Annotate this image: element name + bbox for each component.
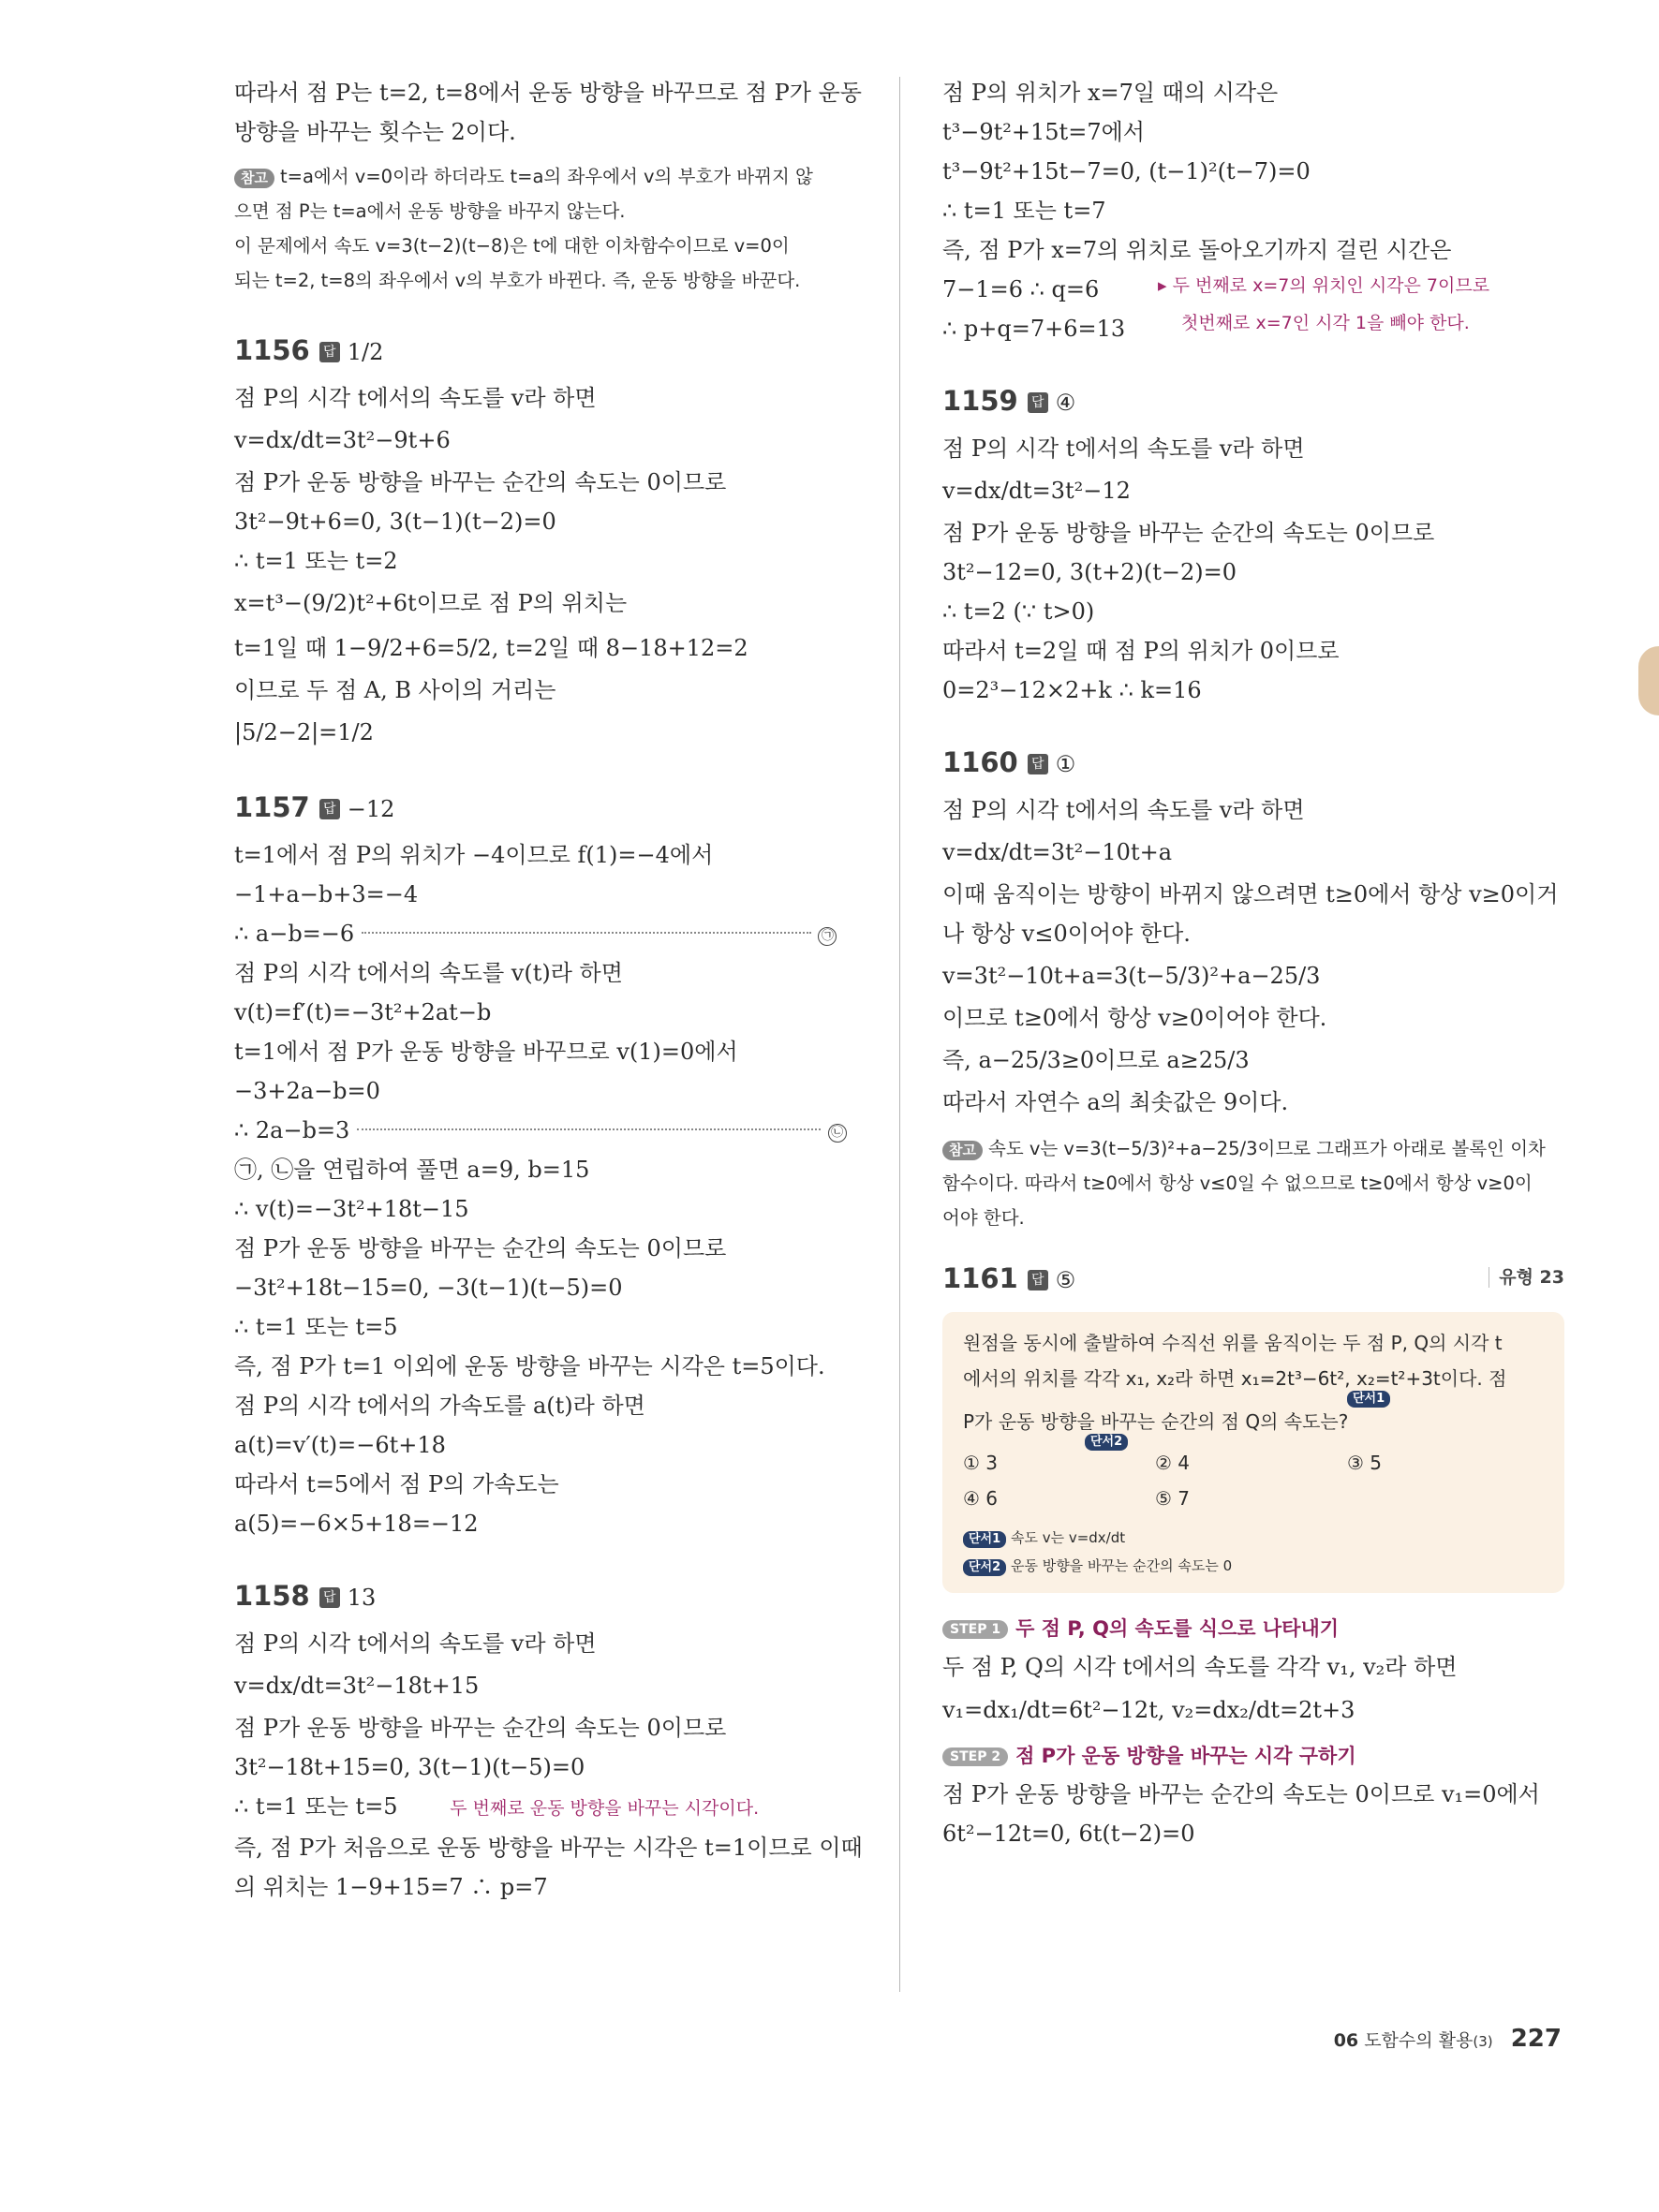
solution-line-marked: ∴ a−b=−6 ㉠	[234, 914, 857, 953]
problem-heading-1157: 1157 답 −12	[234, 791, 395, 823]
solution-line: ㉠, ㉡을 연립하여 풀면 a=9, b=15	[234, 1157, 590, 1183]
options-row	[963, 1445, 1544, 1481]
solution-line: 즉, 점 P가 x=7의 위치로 돌아오기까지 걸린 시간은	[942, 237, 1452, 263]
solution-line: −1+a−b+3=−4	[234, 881, 419, 907]
clue-row	[963, 1435, 1544, 1449]
hint-line: 단서1 속도 v는 v=dx/dt	[963, 1524, 1544, 1552]
note-line: 으면 점 P는 t=a에서 운동 방향을 바꾸지 않는다.	[234, 200, 626, 222]
side-annotation: 첫번째로 x=7인 시각 1을 빼야 한다.	[1181, 313, 1470, 333]
solution-line-marked: ∴ 2a−b=3 ㉡	[234, 1111, 857, 1150]
problem-heading-1159: 1159 답 ④	[942, 385, 1076, 417]
solution-line: ∴ t=2 (∵ t>0)	[942, 598, 1095, 625]
solution-line: 이므로 t≥0에서 항상 v≥0이어야 한다.	[942, 1005, 1327, 1031]
solution-line: 이므로 두 점 A, B 사이의 거리는	[234, 677, 556, 703]
answer-value: 1/2	[347, 339, 384, 365]
problem-type-tag: 유형 23	[1489, 1267, 1564, 1288]
intro-line: 방향을 바꾸는 횟수는 2이다.	[234, 119, 516, 145]
solution-line: 6t²−12t=0, 6t(t−2)=0	[942, 1821, 1195, 1847]
solution-line: 점 P의 위치가 x=7일 때의 시각은	[942, 80, 1279, 106]
question-line: P가 운동 방향을 바꾸는 순간의 점 Q의 속도는?	[963, 1410, 1349, 1433]
solution-line: 점 P가 운동 방향을 바꾸는 순간의 속도는 0이므로 v₁=0에서	[942, 1781, 1540, 1807]
solution-line: 점 P의 시각 t에서의 속도를 v라 하면	[234, 1630, 597, 1657]
solution-line: 점 P의 시각 t에서의 속도를 v라 하면	[942, 435, 1305, 462]
solution-line: 점 P의 시각 t에서의 속도를 v라 하면	[942, 797, 1305, 823]
page-number: 227	[1510, 2025, 1562, 2053]
note-line: 이 문제에서 속도 v=3(t−2)(t−8)은 t에 대한 이차함수이므로 v=0이	[234, 235, 790, 257]
clue-badge-1: 단서1	[1347, 1391, 1390, 1408]
solution-line: 점 P의 시각 t에서의 속도를 v(t)라 하면	[234, 960, 623, 986]
problem-heading-1158: 1158 답 13	[234, 1580, 377, 1612]
solution-line: 점 P의 시각 t에서의 가속도를 a(t)라 하면	[234, 1393, 645, 1419]
clue-row	[963, 1392, 1544, 1406]
clue-badge-2: 단서2	[1085, 1434, 1128, 1451]
answer-badge: 답	[1028, 754, 1048, 774]
solution-line: ∴ p+q=7+6=13 첫번째로 x=7인 시각 1을 빼야 한다.	[942, 313, 1470, 342]
solution-line: −3t²+18t−15=0, −3(t−1)(t−5)=0	[234, 1275, 623, 1301]
solution-line: 두 점 P, Q의 시각 t에서의 속도를 각각 v₁, v₂라 하면	[942, 1654, 1458, 1680]
solution-line: 이때 움직이는 방향이 바뀌지 않으려면 t≥0에서 항상 v≥0이거	[942, 881, 1559, 907]
right-column	[942, 73, 1564, 1853]
left-column	[234, 73, 863, 1907]
step-badge: STEP 1	[942, 1620, 1008, 1639]
problem-heading-1156: 1156 답 1/2	[234, 334, 384, 366]
solution-line: 점 P의 시각 t에서의 속도를 v라 하면	[234, 385, 597, 411]
step-heading-2: STEP 2 점 P가 운동 방향을 바꾸는 시각 구하기	[942, 1737, 1564, 1775]
solution-line: t=1에서 점 P의 위치가 −4이므로 f(1)=−4에서	[234, 842, 714, 868]
solution-line: 즉, a−25/3≥0이므로 a≥25/3	[942, 1047, 1250, 1073]
step-heading-1: STEP 1 두 점 P, Q의 속도를 식으로 나타내기	[942, 1610, 1564, 1647]
chapter-label: 06 도함수의 활용(3)	[1333, 2030, 1493, 2051]
solution-line: v=dx/dt=3t²−18t+15	[234, 1673, 480, 1699]
solution-line: 따라서 자연수 a의 최솟값은 9이다.	[942, 1089, 1289, 1115]
problem-heading-1161: 1161 답 ⑤ 유형 23	[942, 1262, 1564, 1294]
solution-line: 3t²−9t+6=0, 3(t−1)(t−2)=0	[234, 509, 556, 535]
hint-badge: 단서1	[963, 1531, 1006, 1548]
answer-value: ⑤	[1055, 1267, 1076, 1293]
solution-line: t=1일 때 1−9/2+6=5/2, t=2일 때 8−18+12=2	[234, 635, 748, 661]
options-row	[963, 1481, 1544, 1516]
note-badge: 참고	[234, 169, 274, 188]
solution-line: v=dx/dt=3t²−9t+6	[234, 427, 451, 453]
answer-badge: 답	[1028, 1270, 1048, 1290]
question-box	[942, 1312, 1564, 1593]
chapter-side-tab	[1638, 646, 1659, 715]
solution-line: a(t)=v′(t)=−6t+18	[234, 1432, 446, 1458]
question-line: 원점을 동시에 출발하여 수직선 위를 움직이는 두 점 P, Q의 시각 t	[963, 1332, 1503, 1354]
solution-line: 점 P가 운동 방향을 바꾸는 순간의 속도는 0이므로	[942, 520, 1435, 546]
solution-line: v=3t²−10t+a=3(t−5/3)²+a−25/3	[942, 963, 1321, 989]
solution-line-annotated: ∴ t=1 또는 t=5 두 번째로 운동 방향을 바꾸는 시각이다.	[234, 1793, 760, 1820]
option[interactable]: ③ 5	[1347, 1452, 1383, 1474]
solution-line: v=dx/dt=3t²−10t+a	[942, 839, 1173, 865]
note-line: 어야 한다.	[942, 1207, 1025, 1229]
equation-mark: ㉡	[828, 1124, 847, 1143]
solution-line: 즉, 점 P가 처음으로 운동 방향을 바꾸는 시각은 t=1이므로 이때	[234, 1835, 863, 1861]
side-annotation: 두 번째로 운동 방향을 바꾸는 시각이다.	[450, 1798, 760, 1819]
note-line: 함수이다. 따라서 t≥0에서 항상 v≤0일 수 없으므로 t≥0에서 항상 v≥0이	[942, 1172, 1533, 1194]
solution-line: v=dx/dt=3t²−12	[942, 478, 1131, 504]
solution-line: ∴ t=1 또는 t=2	[234, 548, 398, 574]
note-line: 참고 속도 v는 v=3(t−5/3)²+a−25/3이므로 그래프가 아래로 볼록인 이차	[942, 1131, 1564, 1166]
answer-value: −12	[347, 796, 395, 822]
note-badge: 참고	[942, 1141, 983, 1160]
solution-line: 3t²−18t+15=0, 3(t−1)(t−5)=0	[234, 1754, 585, 1780]
solution-line: 0=2³−12×2+k ∴ k=16	[942, 677, 1202, 703]
solution-line: 따라서 t=2일 때 점 P의 위치가 0이므로	[942, 638, 1340, 664]
solution-line: 3t²−12=0, 3(t+2)(t−2)=0	[942, 559, 1237, 585]
solution-line: ∴ t=1 또는 t=5	[234, 1314, 398, 1340]
answer-badge: 답	[1028, 392, 1048, 413]
solution-line: t³−9t²+15t−7=0, (t−1)²(t−7)=0	[942, 158, 1311, 184]
side-annotation: ▸ 두 번째로 x=7의 위치인 시각은 7이므로	[1158, 275, 1490, 296]
solution-line: 나 항상 v≤0이어야 한다.	[942, 921, 1191, 947]
answer-badge: 답	[319, 1587, 340, 1608]
solution-line: |5/2−2|=1/2	[234, 719, 374, 745]
solution-line: ∴ v(t)=−3t²+18t−15	[234, 1196, 469, 1222]
answer-badge: 답	[319, 799, 340, 819]
option[interactable]: ⑤ 7	[1155, 1487, 1191, 1510]
column-divider	[899, 77, 900, 1992]
solution-line: 의 위치는 1−9+15=7 ∴ p=7	[234, 1874, 548, 1900]
note-line: 참고 t=a에서 v=0이라 하더라도 t=a의 좌우에서 v의 부호가 바뀌지 않	[234, 159, 857, 194]
option[interactable]: ① 3	[963, 1452, 999, 1474]
answer-value: 13	[347, 1585, 377, 1611]
solution-line: 점 P가 운동 방향을 바꾸는 순간의 속도는 0이므로	[234, 1235, 727, 1261]
hint-line: 단서2 운동 방향을 바꾸는 순간의 속도는 0	[963, 1552, 1544, 1580]
answer-badge: 답	[319, 342, 340, 362]
hint-badge: 단서2	[963, 1559, 1006, 1576]
solution-line: −3+2a−b=0	[234, 1078, 380, 1104]
solution-line: v₁=dx₁/dt=6t²−12t, v₂=dx₂/dt=2t+3	[942, 1697, 1355, 1723]
solution-line: v(t)=f′(t)=−3t²+2at−b	[234, 999, 492, 1025]
solution-line: a(5)=−6×5+18=−12	[234, 1511, 479, 1537]
note-line: 되는 t=2, t=8의 좌우에서 v의 부호가 바뀐다. 즉, 운동 방향을 바꾼다.	[234, 270, 801, 291]
page-footer	[1334, 2025, 1562, 2053]
option[interactable]: ② 4	[1155, 1452, 1191, 1474]
intro-line: 따라서 점 P는 t=2, t=8에서 운동 방향을 바꾸므로 점 P가 운동	[234, 80, 862, 106]
solution-line: 점 P가 운동 방향을 바꾸는 순간의 속도는 0이므로	[234, 1715, 727, 1741]
solution-line: x=t³−(9/2)t²+6t이므로 점 P의 위치는	[234, 590, 628, 616]
question-line: 에서의 위치를 각각 x₁, x₂라 하면 x₁=2t³−6t², x₂=t²+3t이다. 점	[963, 1367, 1507, 1390]
solution-line: 따라서 t=5에서 점 P의 가속도는	[234, 1471, 559, 1497]
step-badge: STEP 2	[942, 1747, 1008, 1766]
solution-line: t=1에서 점 P가 운동 방향을 바꾸므로 v(1)=0에서	[234, 1039, 738, 1065]
solution-line: 즉, 점 P가 t=1 이외에 운동 방향을 바꾸는 시각은 t=5이다.	[234, 1353, 825, 1379]
solution-line: t³−9t²+15t=7에서	[942, 119, 1145, 145]
solution-line: 점 P가 운동 방향을 바꾸는 순간의 속도는 0이므로	[234, 469, 727, 495]
solution-line-annotated: 7−1=6 ∴ q=6 ▸ 두 번째로 x=7의 위치인 시각은 7이므로	[942, 275, 1490, 302]
problem-heading-1160: 1160 답 ①	[942, 746, 1076, 778]
solution-line: ∴ t=1 또는 t=7	[942, 198, 1106, 224]
answer-value: ①	[1055, 751, 1076, 777]
answer-value: ④	[1055, 390, 1076, 416]
equation-mark: ㉠	[818, 927, 837, 946]
option[interactable]: ④ 6	[963, 1487, 999, 1510]
